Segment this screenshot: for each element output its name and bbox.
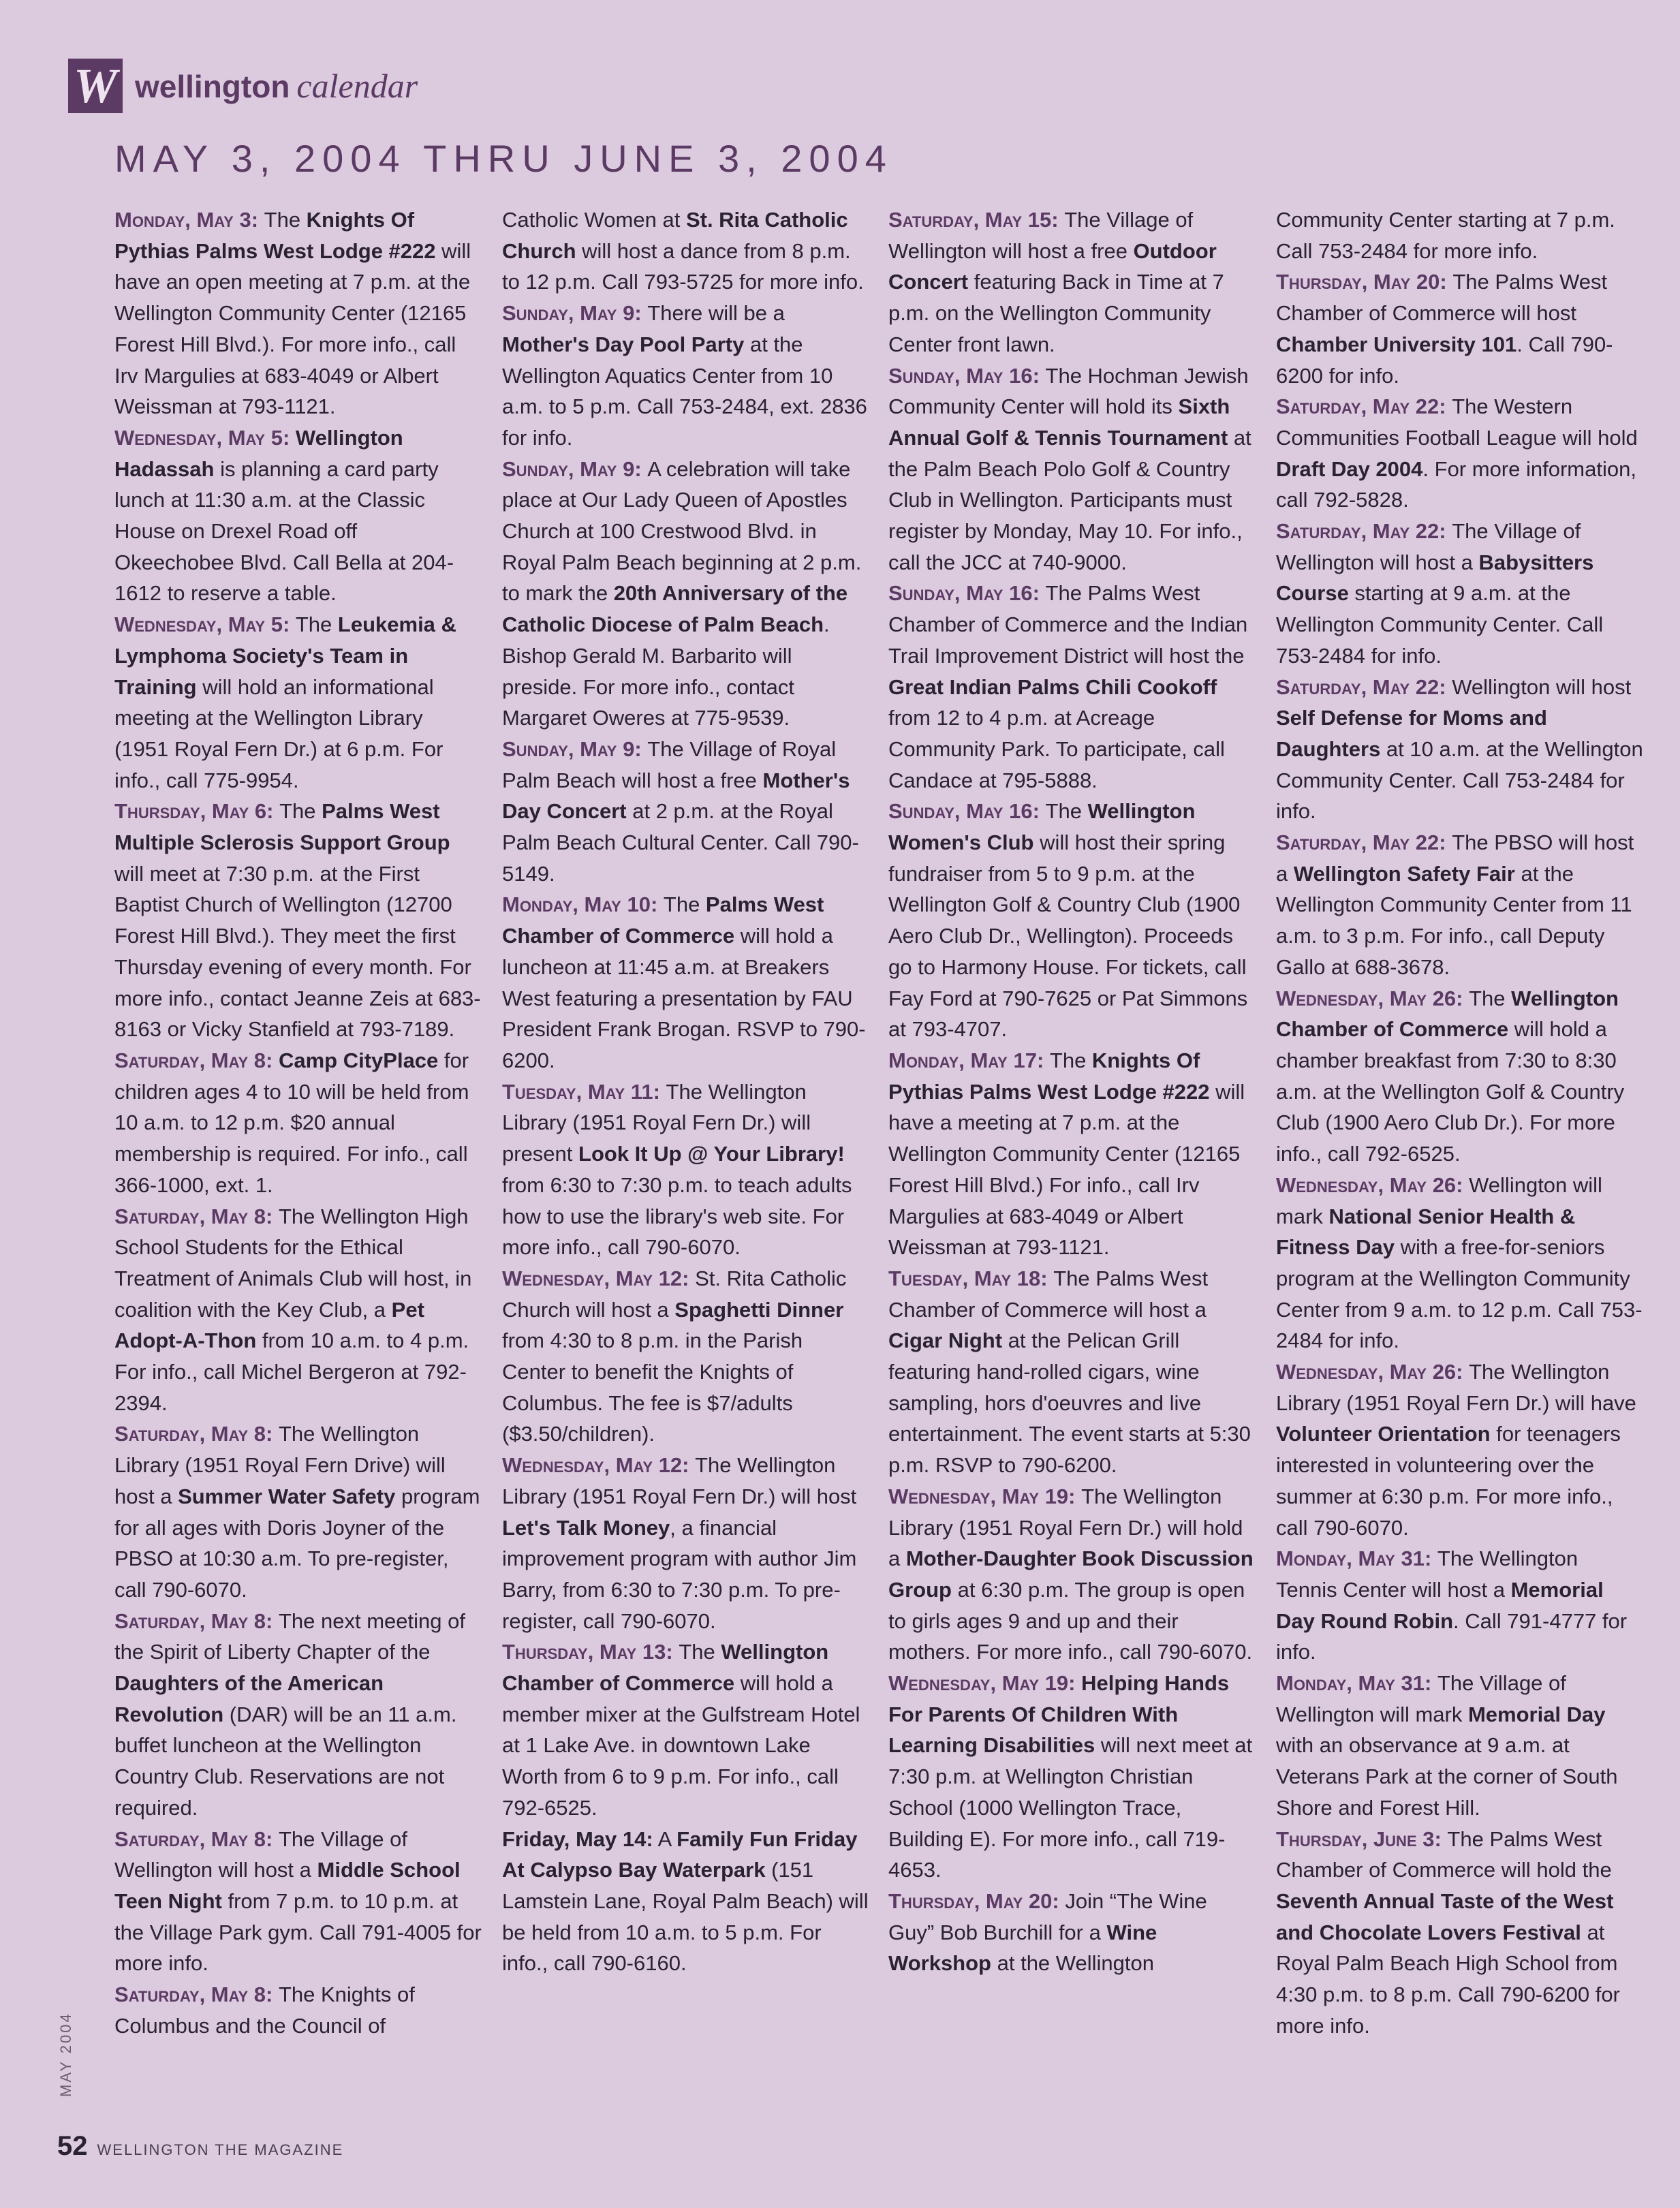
entry-text: The Wellington Library (1951 Royal Fern Dr.) will host (502, 1453, 857, 1508)
event-name: Outdoor Concert (888, 238, 1217, 294)
entry-date: Saturday, May 22 : (1276, 830, 1452, 854)
entry-text: . Bishop Gerald M. Barbarito will preside. For more info., contact Margaret Oweres at 775-9539. (502, 612, 830, 730)
calendar-entry (114, 1606, 482, 1824)
entry-text: at Royal Palm Beach High School from 4:30 p.m. to 8 p.m. Call 790-6200 for more info. (1276, 1920, 1620, 2038)
page-header (68, 59, 418, 113)
calendar-entry (502, 454, 870, 734)
entry-text: (DAR) will be an 11 a.m. buffet luncheon at the Wellington Country Club. Reservations are not required. (114, 1702, 457, 1820)
calendar-entry (1276, 516, 1644, 672)
entry-date: Monday, May 31 : (1276, 1671, 1437, 1695)
entry-text: at the Wellington (991, 1951, 1154, 1976)
entry-date: Saturday, May 22 : (1276, 519, 1452, 543)
entry-date: Thursday, June 3 : (1276, 1827, 1447, 1851)
calendar-entry (502, 1263, 870, 1450)
entry-text: will hold a member mixer at the Gulfstream Hotel at 1 Lake Ave. in downtown Lake Worth from 6 to 9 p.m. For info., call 792-6525. (502, 1671, 860, 1820)
event-name: Mother's Day Concert (502, 768, 850, 824)
event-name: Wine Workshop (888, 1920, 1157, 1976)
entry-date: Tuesday, May 18 : (888, 1266, 1053, 1290)
entry-text: will have a meeting at 7 p.m. at the Wellington Community Center (12165 Forest Hill Blvd.) For info., call Irv Margulies at 683-4049 or Albert Weissman at 793-1121. (888, 1079, 1245, 1260)
calendar-entry (888, 204, 1256, 360)
entry-text: for children ages 4 to 10 will be held from 10 a.m. to 12 p.m. $20 annual membership is required. For info., call 366-1000, ext. 1. (114, 1048, 469, 1197)
calendar-entry (114, 1045, 482, 1201)
entry-text: (151 Lamstein Lane, Royal Palm Beach) will be held from 10 a.m. to 5 p.m. For info., call 790-6160. (502, 1858, 869, 1976)
event-name: Wellington Women's Club (888, 799, 1196, 855)
entry-text: The Wellington Tennis Center will host a (1276, 1546, 1578, 1602)
calendar-column-2 (502, 204, 870, 1979)
entry-date: Sunday, May 16 : (888, 364, 1046, 388)
event-name: Volunteer Orientation (1276, 1422, 1491, 1446)
issue-date-vertical: MAY 2004 (57, 2012, 74, 2097)
calendar-entry (114, 796, 482, 1045)
entry-text: at 10 a.m. at the Wellington Community Center. Call 753-2484 for info. (1276, 736, 1643, 824)
event-name: Friday, May 14: (502, 1826, 653, 1851)
page-number: 52 (57, 2131, 88, 2161)
event-name: 20th Anniversary of the Catholic Diocese of Palm Beach (502, 581, 848, 637)
calendar-entry (114, 422, 482, 609)
entry-date: Wednesday, May 5 : (114, 426, 296, 450)
entry-text: There will be a (647, 301, 785, 326)
entry-text: program for all ages with Doris Joyner of the PBSO at 10:30 a.m. To pre-register, call 790-6070. (114, 1484, 480, 1602)
calendar-entry (502, 1450, 870, 1636)
event-name: Palms West Multiple Sclerosis Support Group (114, 799, 450, 855)
entry-date: Wednesday, May 19 : (888, 1484, 1081, 1508)
calendar-entry (1276, 1824, 1644, 2042)
entry-text: for teenagers interested in volunteering over the summer at 6:30 p.m. For more info., call 790-6070. (1276, 1422, 1621, 1540)
calendar-entry (888, 1668, 1256, 1886)
entry-text: The Wellington Library (1951 Royal Fern Dr.) will present (502, 1079, 811, 1166)
entry-date: Wednesday, May 12 : (502, 1453, 695, 1477)
entry-text: The Village of Wellington will mark (1276, 1671, 1566, 1726)
date-range-heading: MAY 3, 2004 THRU JUNE 3, 2004 (114, 137, 893, 180)
event-name: Family Fun Friday At Calypso Bay Waterpark (502, 1826, 858, 1882)
entry-date: Wednesday, May 5 : (114, 612, 296, 636)
entry-text: will meet at 7:30 p.m. at the First Baptist Church of Wellington (12700 Forest Hill Blvd.). They meet the first Thursday evening of every month. For more info., contact Jeanne Zeis at 683-8163 or Vicky Stanfield at 793-7189. (114, 861, 481, 1042)
entry-text: at the Wellington Community Center from 11 a.m. to 3 p.m. For info., call Deputy Gallo at 688-3678. (1276, 861, 1632, 979)
entry-text: . For more information, call 792-5828. (1276, 456, 1636, 512)
entry-text: at the Pelican Grill featuring hand-rolled cigars, wine sampling, hors d'oeuvres and live entertainment. The event starts at 5:30 p.m. RSVP to 790-6200. (888, 1328, 1251, 1478)
event-name: Seventh Annual Taste of the West and Chocolate Lovers Festival (1276, 1888, 1614, 1944)
entry-text: The Wellington Library (1951 Royal Fern Dr.) will hold a (888, 1484, 1243, 1571)
calendar-entry (114, 204, 482, 422)
entry-text: A (653, 1826, 677, 1851)
entry-text: at the Palm Beach Polo Golf & Country Club in Wellington. Participants must register by Monday, May 10. For info., call the JCC at 740-9000. (888, 425, 1251, 574)
entry-text: The (264, 208, 307, 232)
entry-date: Saturday, May 22 : (1276, 675, 1452, 699)
entry-text: starting at 9 a.m. at the Wellington Community Center. Call 753-2484 for info. (1276, 581, 1604, 668)
wellington-logo-icon: W (68, 59, 123, 113)
event-name: Great Indian Palms Chili Cookoff (888, 674, 1217, 699)
entry-date: Thursday, May 20 : (1276, 270, 1452, 294)
entry-text: The Palms West Chamber of Commerce will host (1276, 270, 1608, 326)
section-name: calendar (296, 67, 418, 105)
entry-text: at 2 p.m. at the Royal Palm Beach Cultural Center. Call 790-5149. (502, 799, 859, 886)
calendar-entry (114, 1979, 482, 2041)
entry-text: The Village of Wellington will host a free (888, 208, 1194, 263)
entry-date: Sunday, May 9 : (502, 301, 647, 325)
event-name: Leukemia & Lymphoma Society's Team in Training (114, 612, 456, 699)
entry-text: at the Wellington Aquatics Center from 10 a.m. to 5 p.m. Call 753-2484, ext. 2836 for info. (502, 332, 867, 450)
event-name: Let's Talk Money (502, 1515, 670, 1540)
entry-date: Saturday, May 8 : (114, 1982, 279, 2006)
entry-text: The (1049, 1048, 1092, 1072)
entry-date: Saturday, May 15 : (888, 208, 1064, 232)
entry-text: The Village of Wellington will host a (1276, 519, 1581, 574)
event-name: Wellington Hadassah (114, 425, 403, 481)
entry-date: Monday, May 10 : (502, 892, 664, 916)
entry-text: from 6:30 to 7:30 p.m. to teach adults how to use the library's web site. For more info., call 790-6070. (502, 1172, 852, 1260)
entry-text: will hold a chamber breakfast from 7:30 to 8:30 a.m. at the Wellington Golf & Country Club (1900 Aero Club Dr.). For more info., call 792-6525. (1276, 1017, 1625, 1166)
event-name: Wellington Safety Fair (1293, 861, 1515, 886)
calendar-column-3 (888, 204, 1256, 1979)
entry-text: The PBSO will host a (1276, 830, 1634, 886)
entry-text: The Village of Wellington will host a (114, 1826, 407, 1882)
entry-text: The Palms West Chamber of Commerce and the Indian Trail Improvement District will host the (888, 581, 1248, 668)
event-name: Sixth Annual Golf & Tennis Tournament (888, 394, 1230, 450)
event-name: Helping Hands For Parents Of Children With Learning Disabilities (888, 1671, 1230, 1758)
entry-text: The Palms West Chamber of Commerce will hold the (1276, 1826, 1612, 1882)
calendar-entry (502, 889, 870, 1076)
calendar-entry (1276, 983, 1644, 1170)
calendar-entry (502, 298, 870, 454)
entry-text: The (679, 1640, 721, 1664)
entry-text: Join “The Wine Guy” Bob Burchill for a (888, 1888, 1207, 1944)
entry-text: Wellington will mark (1276, 1172, 1602, 1228)
calendar-entry (1276, 1668, 1644, 1824)
calendar-entry (1276, 827, 1644, 983)
publication-name: WELLINGTON THE MAGAZINE (97, 2141, 344, 2158)
entry-text: with an observance at 9 a.m. at Veterans Park at the corner of South Shore and Forest Hill. (1276, 1733, 1618, 1820)
calendar-column-1 (114, 204, 482, 2041)
event-name: Mother's Day Pool Party (502, 332, 745, 356)
event-name: Cigar Night (888, 1328, 1003, 1353)
entry-text: St. Rita Catholic Church will host a (502, 1266, 847, 1322)
entry-text: Wellington will host (1452, 674, 1632, 699)
calendar-entry (114, 1418, 482, 1605)
entry-date: Thursday, May 13 : (502, 1640, 679, 1664)
event-name: Wellington Chamber of Commerce (1276, 986, 1619, 1042)
entry-text: will host their spring fundraiser from 5 to 9 p.m. at the Wellington Golf & Country Club (1900 Aero Club Dr., Wellington). Proceeds go to Harmony House. For tickets, call Fay Ford at 790-7625 or Pat Simmons at 793-4707. (888, 830, 1248, 1042)
entry-text: The Wellington Library (1951 Royal Fern Drive) will host a (114, 1422, 446, 1508)
entry-text: The (279, 799, 322, 824)
calendar-entry (888, 1263, 1256, 1481)
entry-date: Sunday, May 16 : (888, 799, 1046, 823)
calendar-entry (888, 796, 1256, 1045)
entry-text: will hold an informational meeting at the Wellington Library (1951 Royal Fern Dr.) at 6 p.m. For info., call 775-9954. (114, 674, 444, 792)
calendar-entry (502, 734, 870, 890)
entry-text: will next meet at 7:30 p.m. at Wellington Christian School (1000 Wellington Trace, Building E). For more info., call 719-4653. (888, 1733, 1253, 1882)
calendar-entry (114, 1201, 482, 1419)
entry-date: Monday, May 31 : (1276, 1546, 1437, 1570)
entry-text: will have an open meeting at 7 p.m. at the Wellington Community Center (12165 Forest Hill Blvd.). For more info., call Irv Margulies at 683-4049 or Albert Weissman at 793-1121. (114, 238, 471, 419)
entry-text: Catholic Women at (502, 208, 686, 232)
event-name: Spaghetti Dinner (674, 1297, 844, 1322)
event-name: Chamber University 101 (1276, 332, 1517, 356)
entry-text: The Hochman Jewish Community Center will hold its (888, 363, 1249, 419)
calendar-entry (502, 1636, 870, 1823)
event-name: Look It Up @ Your Library! (578, 1142, 845, 1166)
entry-date: Wednesday, May 12 : (502, 1266, 695, 1290)
event-name: Middle School Teen Night (114, 1858, 461, 1913)
calendar-entry (888, 1481, 1256, 1668)
calendar-entry (1276, 1170, 1644, 1356)
entry-text: The Village of Royal Palm Beach will host a free (502, 736, 837, 792)
entry-text: will host a dance from 8 p.m. to 12 p.m. Call 793-5725 for more info. (502, 238, 864, 294)
calendar-entry (888, 360, 1256, 578)
event-name: Memorial Day Round Robin (1276, 1577, 1604, 1633)
entry-text: . Call 791-4777 for info. (1276, 1608, 1628, 1664)
entry-date: Monday, May 17 : (888, 1048, 1050, 1072)
event-name: Pet Adopt-A-Thon (114, 1297, 424, 1353)
entry-text: The (1469, 986, 1512, 1010)
entry-text: The (1045, 799, 1088, 824)
event-name: Self Defense for Moms and Daughters (1276, 706, 1547, 761)
calendar-entry (502, 1824, 870, 1980)
entry-text: The next meeting of the Spirit of Liberty Chapter of the (114, 1608, 465, 1664)
entry-date: Saturday, May 22 : (1276, 394, 1452, 418)
page-footer (57, 2131, 343, 2162)
entry-date: Saturday, May 8 : (114, 1048, 279, 1072)
section-title (135, 66, 418, 106)
event-name: Knights Of Pythias Palms West Lodge #222 (114, 208, 436, 263)
event-name: Wellington Chamber of Commerce (502, 1640, 829, 1696)
entry-date: Sunday, May 9 : (502, 457, 647, 481)
entry-text: Community Center starting at 7 p.m. Call 753-2484 for more info. (1276, 208, 1615, 263)
event-name: St. Rita Catholic Church (502, 208, 848, 263)
event-name: Camp CityPlace (278, 1048, 439, 1072)
entry-text: The Palms West Chamber of Commerce will host a (888, 1266, 1209, 1322)
calendar-entry (1276, 391, 1644, 516)
event-name: Palms West Chamber of Commerce (502, 892, 824, 948)
entry-text: The Knights of Columbus and the Council of (114, 1982, 415, 2038)
entry-date: Saturday, May 8 : (114, 1204, 279, 1228)
entry-text: The Wellington High School Students for the Ethical Treatment of Animals Club will host, in coalition with the Key Club, a (114, 1204, 472, 1322)
entry-text: from 4:30 to 8 p.m. in the Parish Center to benefit the Knights of Columbus. The fee is $7/adults ($3.50/children). (502, 1328, 803, 1446)
calendar-entry (1276, 1543, 1644, 1668)
entry-date: Thursday, May 20 : (888, 1889, 1065, 1913)
event-name: National Senior Health & Fitness Day (1276, 1204, 1576, 1260)
event-name: Summer Water Safety (178, 1484, 396, 1508)
entry-date: Sunday, May 9 : (502, 737, 647, 761)
calendar-column-4 (1276, 204, 1644, 2041)
entry-text: , a financial improvement program with author Jim Barry, from 6:30 to 7:30 p.m. To pre-register, call 790-6070. (502, 1515, 857, 1633)
brand-name: wellington (135, 69, 290, 104)
entry-date: Tuesday, May 11 : (502, 1080, 666, 1104)
entry-date: Sunday, May 16 : (888, 581, 1046, 605)
entry-date: Wednesday, May 26 : (1276, 1173, 1469, 1197)
entry-text: The (295, 612, 338, 637)
calendar-entry (114, 609, 482, 796)
entry-text: featuring Back in Time at 7 p.m. on the Wellington Community Center front lawn. (888, 270, 1224, 356)
entry-text: The Wellington Library (1951 Royal Fern Dr.) will have (1276, 1360, 1636, 1415)
calendar-entry (502, 1076, 870, 1263)
calendar-entry (1276, 204, 1644, 266)
entry-text: The (663, 892, 706, 917)
calendar-entry (888, 1886, 1256, 1979)
entry-date: Saturday, May 8 : (114, 1827, 279, 1851)
event-name: Mother-Daughter Book Discussion Group (888, 1546, 1254, 1602)
entry-text: from 12 to 4 p.m. at Acreage Community Park. To participate, call Candace at 795-5888. (888, 706, 1225, 792)
entry-date: Monday, May 3 : (114, 208, 264, 232)
entry-date: Wednesday, May 26 : (1276, 1360, 1469, 1384)
entry-text: from 10 a.m. to 4 p.m. For info., call Michel Bergeron at 792-2394. (114, 1328, 469, 1415)
entry-text: from 7 p.m. to 10 p.m. at the Village Park gym. Call 791-4005 for more info. (114, 1888, 482, 1976)
event-name: Memorial Day (1467, 1702, 1606, 1726)
calendar-entry (1276, 1356, 1644, 1543)
event-name: Draft Day 2004 (1276, 456, 1423, 481)
entry-text: The Western Communities Football League will hold (1276, 394, 1638, 450)
calendar-entry (1276, 672, 1644, 828)
entry-text: with a free-for-seniors program at the Wellington Community Center from 9 a.m. to 12 p.m. Call 753-2484 for info. (1276, 1235, 1643, 1353)
entry-date: Wednesday, May 19 : (888, 1671, 1081, 1695)
event-name: Babysitters Course (1276, 550, 1594, 606)
entry-text: is planning a card party lunch at 11:30 a.m. at the Classic House on Drexel Road off Okeechobee Blvd. Call Bella at 204-1612 to reserve a table. (114, 456, 454, 606)
entry-date: Thursday, May 6 : (114, 799, 279, 823)
entry-text: will hold a luncheon at 11:45 a.m. at Breakers West featuring a presentation by FAU President Frank Brogan. RSVP to 790-6200. (502, 924, 866, 1072)
calendar-entry (888, 578, 1256, 796)
calendar-entry (1276, 266, 1644, 391)
event-name: Knights Of Pythias Palms West Lodge #222 (888, 1048, 1210, 1104)
entry-text: at 6:30 p.m. The group is open to girls ages 9 and up and their mothers. For more info., call 790-6070. (888, 1577, 1253, 1664)
calendar-entry (502, 204, 870, 298)
calendar-entry (114, 1824, 482, 1980)
entry-date: Wednesday, May 26 : (1276, 986, 1469, 1010)
entry-date: Saturday, May 8 : (114, 1609, 279, 1633)
entry-text: . Call 790-6200 for info. (1276, 332, 1613, 388)
entry-text: A celebration will take place at Our Lady Queen of Apostles Church at 100 Crestwood Blvd. in Royal Palm Beach beginning at 2 p.m. to mark the (502, 456, 862, 606)
entry-date: Saturday, May 8 : (114, 1422, 279, 1446)
event-name: Daughters of the American Revolution (114, 1671, 384, 1726)
calendar-entry (888, 1045, 1256, 1263)
